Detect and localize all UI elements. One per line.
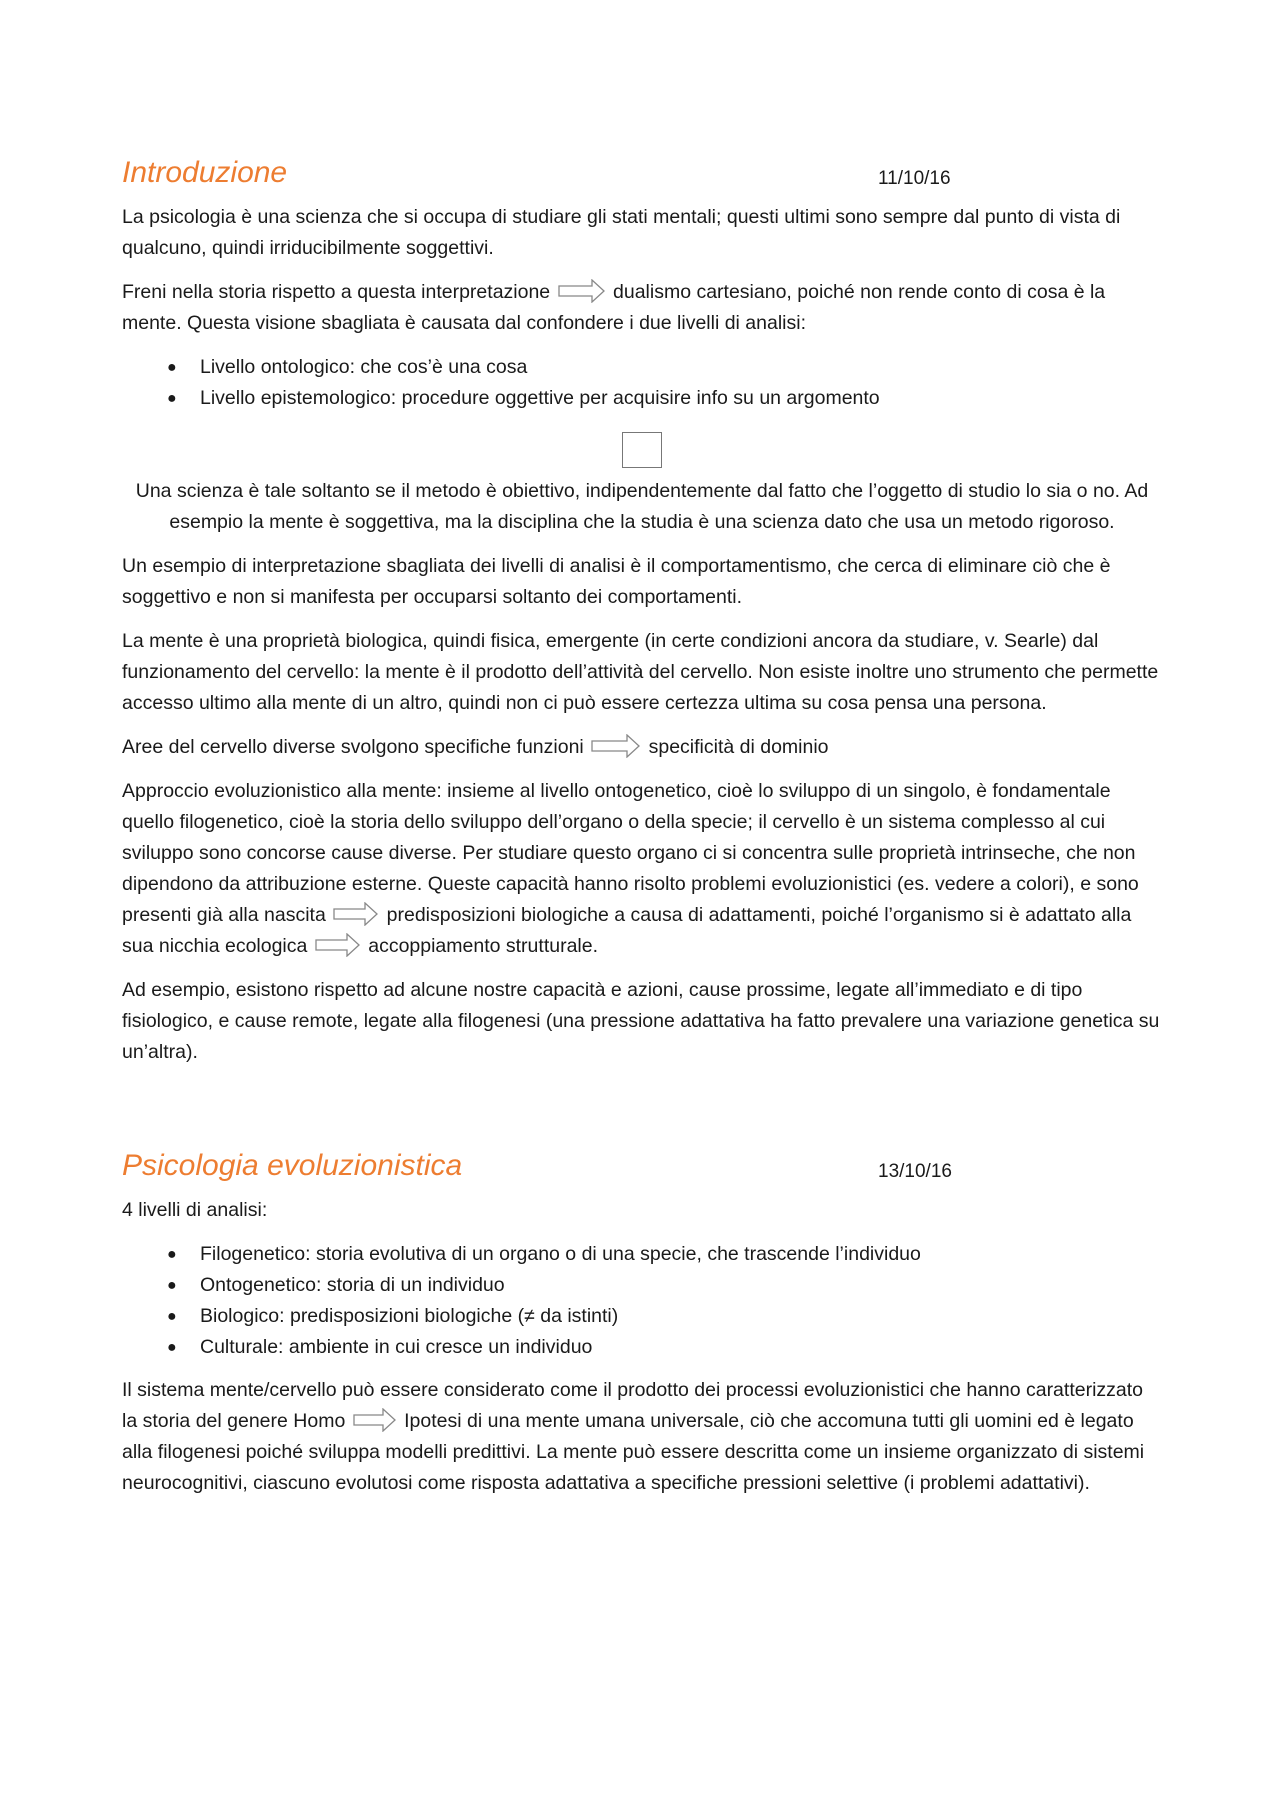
paragraph: Un esempio di interpretazione sbagliata dei livelli di analisi è il comportamentismo, che cerca di eliminare ciò che è soggettivo e non si manifesta per occuparsi soltanto dei comportamenti. bbox=[122, 555, 1111, 608]
paragraph-text: Approccio evoluzionistico alla mente: insieme al livello ontogenetico, cioè lo sviluppo di un singolo, è fondamentale quello filogenetico, cioè la storia dello sviluppo dell’organo o della specie; il cervello è un sistema complesso al cui sviluppo sono concorse cause diverse. Per studiare questo organo ci si concentra sulle proprietà intrinseche, che non dipendono da attribuzione esterne. Queste capacità hanno risolto problemi evoluzionistici (es. vedere a colori), e sono presenti già alla nascita bbox=[122, 780, 1139, 926]
bullet-list bbox=[122, 352, 1162, 414]
section-date: 13/10/16 bbox=[878, 1161, 952, 1182]
paragraph-with-arrow bbox=[122, 1375, 1162, 1499]
paragraph: 4 livelli di analisi: bbox=[122, 1199, 268, 1221]
right-arrow-icon bbox=[591, 734, 641, 758]
empty-box-icon bbox=[622, 432, 662, 468]
paragraph-text: Aree del cervello diverse svolgono specifiche funzioni bbox=[122, 736, 584, 758]
paragraph-text: Freni nella storia rispetto a questa interpretazione bbox=[122, 281, 551, 303]
list-item: ● Livello ontologico: che cos’è una cosa bbox=[200, 352, 1162, 383]
list-item: ● Livello epistemologico: procedure oggettive per acquisire info su un argomento bbox=[200, 383, 1162, 414]
bullet-icon: ● bbox=[167, 1339, 177, 1356]
list-item: ● Filogenetico: storia evolutiva di un organo o di una specie, che trascende l’individuo bbox=[200, 1239, 1162, 1270]
section-title: Introduzione bbox=[122, 156, 288, 189]
section-date: 11/10/16 bbox=[878, 168, 951, 189]
bullet-icon: ● bbox=[167, 1246, 177, 1263]
paragraph-text: specificità di dominio bbox=[648, 736, 829, 758]
list-item: ● Ontogenetico: storia di un individuo bbox=[200, 1270, 1162, 1301]
document-page bbox=[122, 150, 1162, 1512]
paragraph-with-arrow bbox=[122, 277, 1162, 339]
section-header-introduzione bbox=[122, 150, 1162, 196]
right-arrow-icon bbox=[315, 933, 361, 957]
paragraph-with-arrows bbox=[122, 776, 1162, 962]
paragraph-text: Ipotesi di una mente umana universale, ciò che accomuna tutti gli uomini ed è legato alla filogenesi poiché sviluppa modelli predittivi. La mente può essere descritta come un insieme organizzato di sistemi neurocognitivi, ciascuno evolutosi come risposta adattativa a specifiche pressioni selettive (i problemi adattativi). bbox=[122, 1410, 1145, 1494]
paragraph: La mente è una proprietà biologica, quindi fisica, emergente (in certe condizioni ancora da studiare, v. Searle) dal funzionamento del cervello: la mente è il prodotto dell’attività del cervello. Non esiste inoltre uno strumento che permette accesso ultimo alla mente di un altro, quindi non ci può essere certezza ultima su cosa pensa una persona. bbox=[122, 630, 1159, 714]
bullet-icon: ● bbox=[167, 359, 177, 376]
bullet-icon: ● bbox=[167, 1277, 177, 1294]
bullet-icon: ● bbox=[167, 1308, 177, 1325]
list-item: ● Biologico: predisposizioni biologiche (≠ da istinti) bbox=[200, 1301, 1162, 1332]
paragraph-text: dualismo cartesiano, poiché non rende conto di cosa è la mente. Questa visione sbagliata è causata dal confondere i due livelli di analisi: bbox=[122, 281, 1106, 334]
paragraph-text: Il sistema mente/cervello può essere considerato come il prodotto dei processi evoluzionistici che hanno caratterizzato la storia del genere Homo bbox=[122, 1379, 1144, 1432]
right-arrow-icon bbox=[353, 1408, 397, 1432]
paragraph: La psicologia è una scienza che si occupa di studiare gli stati mentali; questi ultimi sono sempre dal punto di vista di qualcuno, quindi irriducibilmente soggettivi. bbox=[122, 206, 1121, 259]
section-header-psicologia bbox=[122, 1143, 1162, 1189]
bullet-list bbox=[122, 1239, 1162, 1363]
section-title: Psicologia evoluzionistica bbox=[122, 1149, 463, 1182]
list-item: ● Culturale: ambiente in cui cresce un individuo bbox=[200, 1332, 1162, 1363]
paragraph-text: predisposizioni biologiche a causa di adattamenti, poiché l’organismo si è adattato alla sua nicchia ecologica bbox=[122, 904, 1132, 957]
paragraph-with-arrow bbox=[122, 732, 1162, 763]
paragraph-text: accoppiamento strutturale. bbox=[368, 935, 599, 957]
right-arrow-icon bbox=[333, 902, 379, 926]
placeholder-box-wrap bbox=[122, 432, 1162, 474]
paragraph: Ad esempio, esistono rispetto ad alcune nostre capacità e azioni, cause prossime, legate all’immediato e di tipo fisiologico, e cause remote, legate alla filogenesi (una pressione adattativa ha fatto prevalere una variazione genetica su un’altra). bbox=[122, 979, 1160, 1063]
bullet-icon: ● bbox=[167, 390, 177, 407]
right-arrow-icon bbox=[558, 279, 606, 303]
section-spacer bbox=[122, 1081, 1162, 1143]
centered-paragraph: Una scienza è tale soltanto se il metodo è obiettivo, indipendentemente dal fatto che l’oggetto di studio lo sia o no. Ad esempio la mente è soggettiva, ma la disciplina che la studia è una scienza dato che usa un metodo rigoroso. bbox=[135, 480, 1149, 533]
